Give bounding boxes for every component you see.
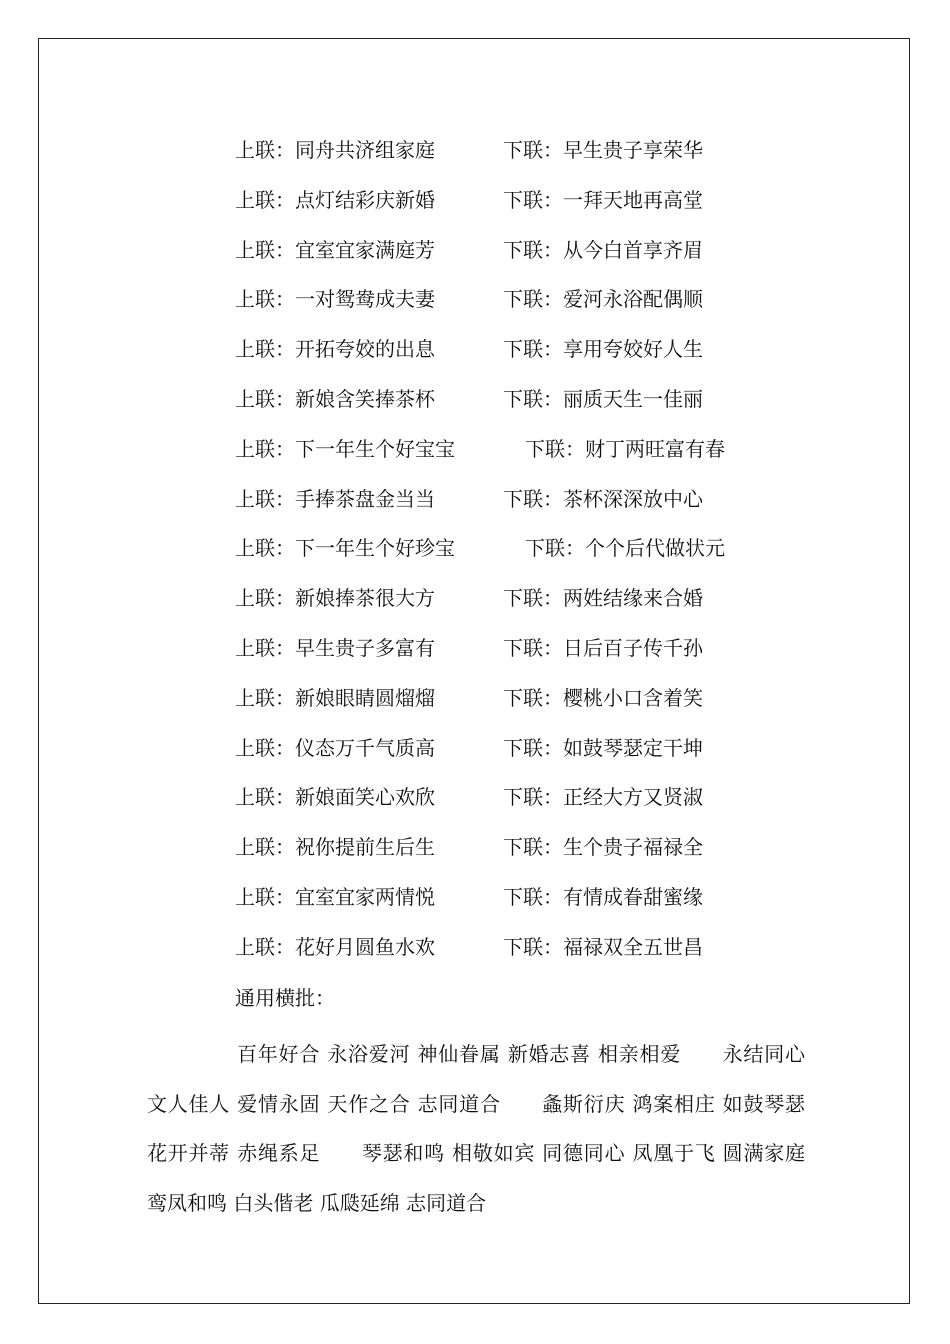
upper-couplet: 上联：下一年生个好珍宝 — [235, 536, 455, 561]
couplet-row — [235, 383, 835, 433]
couplet-row — [235, 582, 835, 632]
upper-couplet: 上联：花好月圆鱼水欢 — [235, 934, 435, 959]
lower-couplet: 下联：早生贵子享荣华 — [503, 138, 703, 162]
lower-couplet: 下联：个个后代做状元 — [525, 536, 725, 561]
couplet-row — [235, 483, 835, 533]
upper-couplet: 上联：新娘眼睛圆熘熘 — [235, 685, 435, 710]
hengpi-heading: 通用横批： — [235, 986, 335, 1010]
couplet-row — [235, 781, 835, 831]
lower-couplet: 下联：财丁两旺富有春 — [525, 436, 725, 461]
upper-couplet: 上联：仪态万千气质高 — [235, 735, 435, 760]
couplet-row — [235, 333, 835, 383]
lower-couplet: 下联：享用夸姣好人生 — [503, 337, 703, 362]
lower-couplet: 下联：茶杯深深放中心 — [503, 486, 703, 511]
upper-couplet: 上联：点灯结彩庆新婚 — [235, 187, 435, 212]
upper-couplet: 上联：早生贵子多富有 — [235, 635, 435, 660]
upper-couplet: 上联：新娘捧茶很大方 — [235, 586, 435, 611]
upper-couplet: 上联：新娘含笑捧茶杯 — [235, 386, 435, 411]
couplet-row — [235, 732, 835, 782]
hengpi-text: 百年好合 永浴爱河 神仙眷属 新婚志喜 相亲相爱 永结同心 文人佳人 爱情永固 天作之合 志同道合 螽斯衍庆 鸿案相庄 如鼓琴瑟 花开并蒂 赤绳系足 琴瑟和鸣 相敬如宾 同德同心 凤凰于飞 圆满家庭 鸾凤和鸣 白头偕老 瓜瓞延绵 志同道合 — [147, 1042, 845, 1215]
couplet-row — [235, 532, 835, 582]
upper-couplet: 上联：下一年生个好宝宝 — [235, 436, 455, 461]
lower-couplet: 下联：生个贵子福禄全 — [503, 835, 703, 860]
lower-couplet: 下联：如鼓琴瑟定干坤 — [503, 735, 703, 760]
upper-couplet: 上联：新娘面笑心欢欣 — [235, 785, 435, 810]
upper-couplet: 上联：一对鸳鸯成夫妻 — [235, 287, 435, 312]
couplet-row — [235, 682, 835, 732]
couplet-row — [235, 831, 835, 881]
upper-couplet: 上联：宜室宜家满庭芳 — [235, 237, 435, 262]
lower-couplet: 下联：爱河永浴配偶顺 — [503, 287, 703, 312]
lower-couplet: 下联：两姓结缘来合婚 — [503, 586, 703, 611]
lower-couplet: 下联：福禄双全五世昌 — [503, 934, 703, 959]
lower-couplet: 下联：从今白首享齐眉 — [503, 237, 703, 262]
couplet-row — [235, 234, 835, 284]
upper-couplet: 上联：祝你提前生后生 — [235, 835, 435, 860]
lower-couplet: 下联：有情成眷甜蜜缘 — [503, 884, 703, 909]
couplet-row — [235, 433, 835, 483]
lower-couplet: 下联：一拜天地再高堂 — [503, 187, 703, 212]
lower-couplet: 下联：日后百子传千孙 — [503, 635, 703, 660]
couplet-row — [235, 134, 835, 184]
lower-couplet: 下联：丽质天生一佳丽 — [503, 386, 703, 411]
couplet-row — [235, 283, 835, 333]
upper-couplet: 上联：宜室宜家两情悦 — [235, 884, 435, 909]
couplet-row — [235, 931, 835, 981]
couplet-row — [235, 632, 835, 682]
couplet-row — [235, 881, 835, 931]
couplet-list — [235, 134, 835, 981]
lower-couplet: 下联：正经大方又贤淑 — [503, 785, 703, 810]
upper-couplet: 上联：同舟共济组家庭 — [235, 138, 435, 162]
upper-couplet: 上联：开拓夸姣的出息 — [235, 337, 435, 362]
lower-couplet: 下联：樱桃小口含着笑 — [503, 685, 703, 710]
couplet-row — [235, 184, 835, 234]
upper-couplet: 上联：手捧茶盘金当当 — [235, 486, 435, 511]
